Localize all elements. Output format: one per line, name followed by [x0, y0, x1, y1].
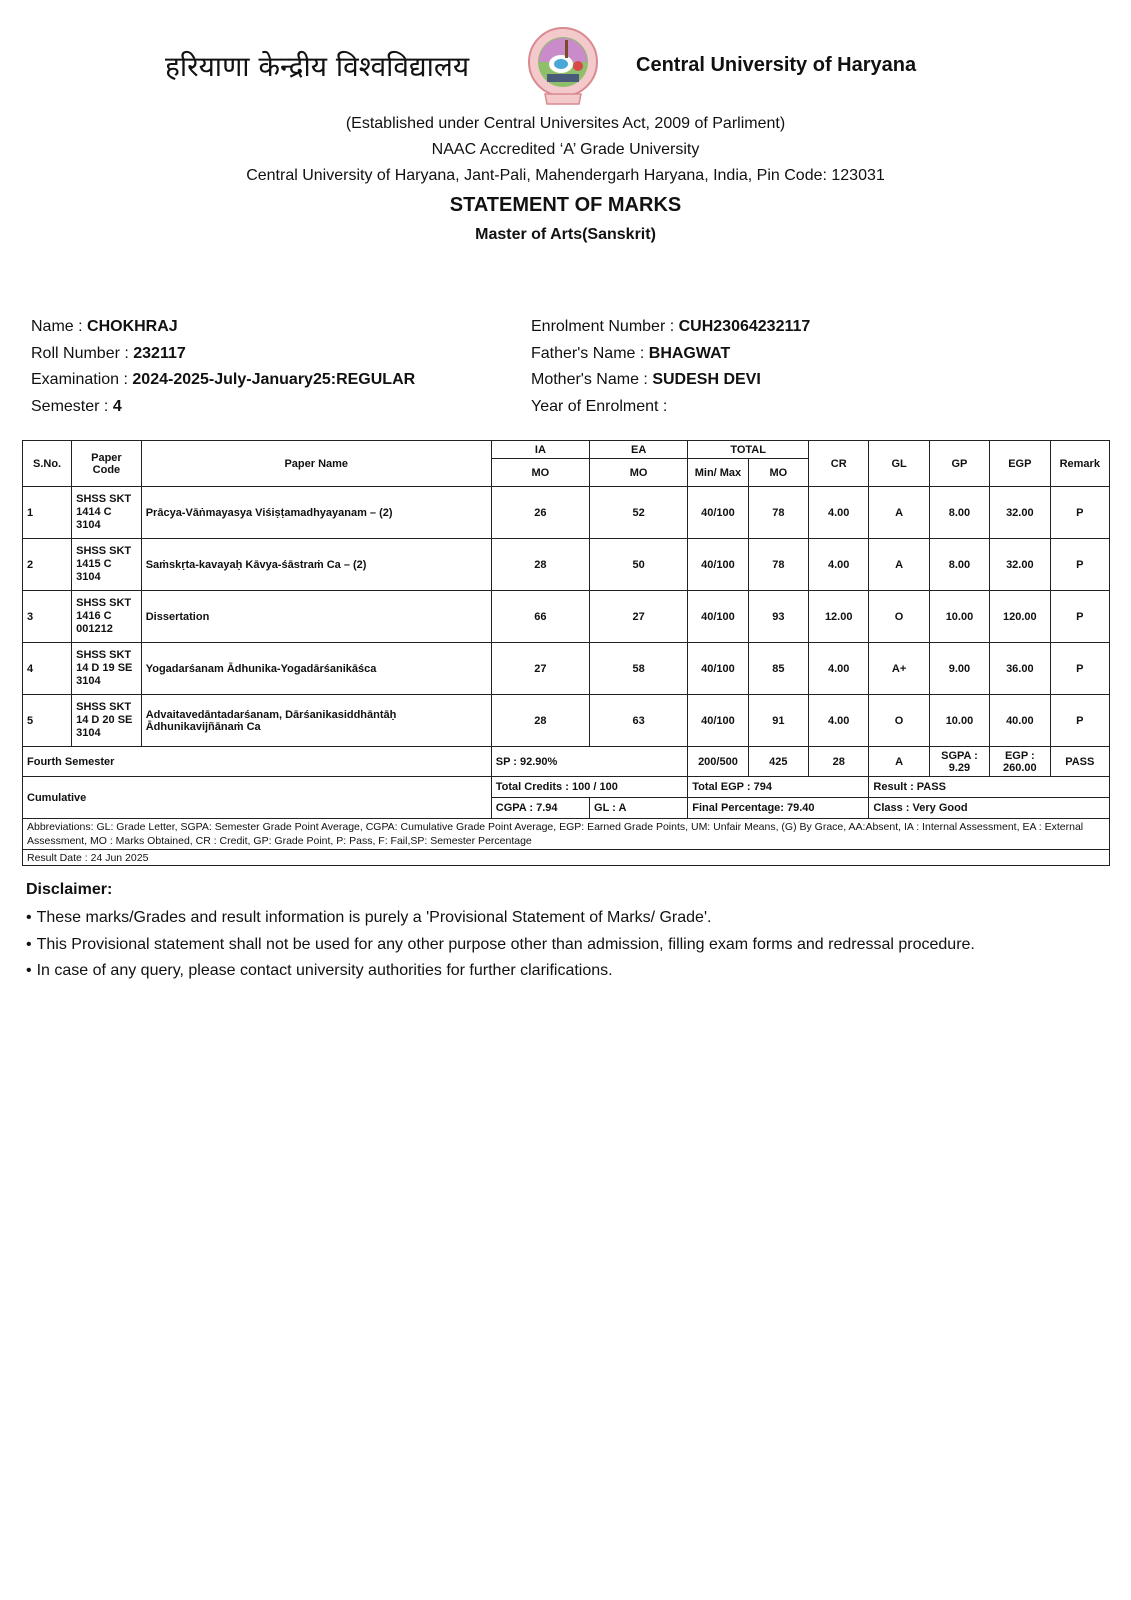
cell-min-max: 40/100 — [688, 591, 748, 643]
cell-gl: O — [869, 695, 929, 747]
marks-table — [22, 440, 1110, 866]
accreditation-note: NAAC Accredited ‘A’ Grade University — [431, 141, 700, 158]
disclaimer-item: • In case of any query, please contact university authorities for further clarifications. — [26, 958, 975, 985]
cell-min-max: 40/100 — [688, 695, 748, 747]
total-credits: Total Credits : 100 / 100 — [491, 777, 688, 798]
semester-total-mo: 425 — [748, 747, 808, 777]
header-row — [23, 441, 1110, 459]
cell-gp: 8.00 — [929, 539, 989, 591]
roll-number: 232117 — [133, 344, 186, 362]
col-paper-code: Paper Code — [72, 441, 142, 487]
student-name-field — [31, 314, 415, 341]
cell-cr: 4.00 — [809, 487, 869, 539]
cell-cr: 4.00 — [809, 539, 869, 591]
hindi-university-name: हरियाणा केन्द्रीय विश्वविद्यालय — [165, 50, 470, 83]
class-division: Class : Very Good — [869, 798, 1110, 819]
cell-paper-name: Saṁskṛta-kavayaḥ Kāvya-śāstraṁ Ca – (2) — [141, 539, 491, 591]
mother-name-field — [531, 367, 810, 394]
student-name: CHOKHRAJ — [87, 318, 178, 335]
col-total: TOTAL — [688, 441, 809, 459]
student-info-left — [31, 314, 415, 420]
cell-ea: 52 — [590, 487, 688, 539]
semester-egp: EGP : 260.00 — [990, 747, 1050, 777]
cumulative-row-1 — [23, 777, 1110, 798]
result-status: Result : PASS — [869, 777, 1110, 798]
cell-remark: P — [1050, 643, 1109, 695]
semester-grade: A — [869, 747, 929, 777]
cell-sno: 5 — [23, 695, 72, 747]
abbreviations-text: Abbreviations: GL: Grade Letter, SGPA: Semester Grade Point Average, CGPA: Cumulative Grade Point Average, EGP: Earned Grade Points, UM: Unfair Means, (G) By Grace, AA:Absent, IA : Internal Assessment, EA : External Assessment, MO : Marks Obtained, CR : Credit, GP: Grade Point, P: Pass, F: Fail,SP: Semester Percentage — [23, 819, 1110, 850]
cell-ea: 27 — [590, 591, 688, 643]
cell-gp: 10.00 — [929, 695, 989, 747]
cell-mo: 85 — [748, 643, 808, 695]
disclaimer-list — [26, 905, 975, 985]
semester-label: Fourth Semester — [23, 747, 492, 777]
semester-percentage: SP : 92.90% — [491, 747, 688, 777]
semester-credits: 28 — [809, 747, 869, 777]
cell-min-max: 40/100 — [688, 487, 748, 539]
table-row — [23, 539, 1110, 591]
establishment-note: (Established under Central Universites Act, 2009 of Parliment) — [345, 115, 786, 132]
semester-min-max: 200/500 — [688, 747, 748, 777]
student-info-right — [531, 314, 810, 420]
father-name-field — [531, 341, 810, 368]
cell-sno: 2 — [23, 539, 72, 591]
total-egp: Total EGP : 794 — [688, 777, 869, 798]
cell-ea: 58 — [590, 643, 688, 695]
cell-min-max: 40/100 — [688, 539, 748, 591]
cell-egp: 32.00 — [990, 539, 1050, 591]
semester-remark: PASS — [1050, 747, 1109, 777]
cell-paper-code: SHSS SKT 1414 C 3104 — [72, 487, 142, 539]
semester-sgpa: SGPA : 9.29 — [929, 747, 989, 777]
english-university-name: Central University of Haryana — [636, 54, 917, 76]
cumulative-grade: GL : A — [590, 798, 688, 819]
col-ia-mo: MO — [491, 459, 589, 487]
col-egp: EGP — [990, 441, 1050, 487]
university-address: Central University of Haryana, Jant-Pali, Mahendergarh Haryana, India, Pin Code: 123031 — [246, 167, 885, 184]
col-gl: GL — [869, 441, 929, 487]
label: Mother's Name : — [531, 371, 653, 388]
cell-gl: A — [869, 487, 929, 539]
cell-egp: 40.00 — [990, 695, 1050, 747]
cell-ea: 50 — [590, 539, 688, 591]
year-of-enrolment-field — [531, 394, 810, 421]
table-row — [23, 695, 1110, 747]
cell-paper-code: SHSS SKT 14 D 19 SE 3104 — [72, 643, 142, 695]
cell-paper-code: SHSS SKT 14 D 20 SE 3104 — [72, 695, 142, 747]
examination: 2024-2025-July-January25:REGULAR — [132, 371, 416, 388]
cumulative-label: Cumulative — [23, 777, 492, 819]
cell-egp: 36.00 — [990, 643, 1050, 695]
col-ea: EA — [590, 441, 688, 459]
cell-sno: 1 — [23, 487, 72, 539]
cell-ia: 66 — [491, 591, 589, 643]
cell-paper-name: Advaitavedāntadarśanam, Dārśanikasiddhāntāḥ Ādhunikavijñānaṁ Ca — [141, 695, 491, 747]
disclaimer-section — [26, 881, 975, 985]
col-ea-mo: MO — [590, 459, 688, 487]
cell-gp: 9.00 — [929, 643, 989, 695]
cell-cr: 4.00 — [809, 643, 869, 695]
document-title: STATEMENT OF MARKS — [449, 194, 682, 216]
table-row — [23, 487, 1110, 539]
roll-number-field — [31, 341, 415, 368]
semester: 4 — [112, 397, 122, 415]
col-min-max: Min/ Max — [688, 459, 748, 487]
cell-paper-name: Dissertation — [141, 591, 491, 643]
cell-ia: 27 — [491, 643, 589, 695]
cell-egp: 120.00 — [990, 591, 1050, 643]
cell-ia: 26 — [491, 487, 589, 539]
table-row — [23, 591, 1110, 643]
col-total-mo: MO — [748, 459, 808, 487]
cell-gl: O — [869, 591, 929, 643]
semester-summary-row — [23, 747, 1110, 777]
cell-remark: P — [1050, 487, 1109, 539]
cell-sno: 3 — [23, 591, 72, 643]
university-emblem-icon — [525, 26, 601, 108]
enrolment-number-field — [531, 314, 810, 341]
cell-cr: 12.00 — [809, 591, 869, 643]
cell-mo: 91 — [748, 695, 808, 747]
cell-remark: P — [1050, 591, 1109, 643]
label: Enrolment Number : — [531, 318, 679, 335]
label: Father's Name : — [531, 344, 649, 362]
semester-field — [31, 394, 415, 421]
cell-cr: 4.00 — [809, 695, 869, 747]
cell-min-max: 40/100 — [688, 643, 748, 695]
cell-remark: P — [1050, 695, 1109, 747]
cell-ia: 28 — [491, 539, 589, 591]
cell-gp: 10.00 — [929, 591, 989, 643]
mother-name: SUDESH DEVI — [652, 371, 761, 388]
col-gp: GP — [929, 441, 989, 487]
disclaimer-item: • These marks/Grades and result information is purely a 'Provisional Statement of Marks/ Grade'. — [26, 905, 975, 932]
final-percentage: Final Percentage: 79.40 — [688, 798, 869, 819]
cell-paper-code: SHSS SKT 1415 C 3104 — [72, 539, 142, 591]
disclaimer-title: Disclaimer: — [26, 881, 113, 898]
cgpa: CGPA : 7.94 — [491, 798, 589, 819]
label: Year of Enrolment : — [531, 397, 668, 415]
cell-sno: 4 — [23, 643, 72, 695]
examination-field — [31, 367, 415, 394]
col-cr: CR — [809, 441, 869, 487]
cell-mo: 93 — [748, 591, 808, 643]
cell-mo: 78 — [748, 539, 808, 591]
enrolment-number: CUH23064232117 — [678, 318, 811, 335]
cell-paper-name: Yogadarśanam Ādhunika-Yogadārśanikāśca — [141, 643, 491, 695]
cell-ea: 63 — [590, 695, 688, 747]
col-ia: IA — [491, 441, 589, 459]
col-paper-name: Paper Name — [141, 441, 491, 487]
cell-ia: 28 — [491, 695, 589, 747]
disclaimer-item: • This Provisional statement shall not be used for any other purpose other than admission, filling exam forms and redressal procedure. — [26, 932, 975, 959]
cell-gp: 8.00 — [929, 487, 989, 539]
cell-mo: 78 — [748, 487, 808, 539]
document-header — [0, 22, 1131, 112]
cell-egp: 32.00 — [990, 487, 1050, 539]
cell-remark: P — [1050, 539, 1109, 591]
cell-gl: A — [869, 539, 929, 591]
label: Examination : — [31, 371, 133, 388]
col-sno: S.No. — [23, 441, 72, 487]
cell-gl: A+ — [869, 643, 929, 695]
result-date-row — [23, 850, 1110, 866]
father-name: BHAGWAT — [648, 344, 731, 362]
label: Semester : — [31, 397, 113, 415]
programme-name: Master of Arts(Sanskrit) — [475, 226, 656, 243]
label: Name : — [31, 318, 88, 335]
result-date: Result Date : 24 Jun 2025 — [23, 850, 1110, 866]
table-row — [23, 643, 1110, 695]
label: Roll Number : — [31, 344, 134, 362]
cell-paper-code: SHSS SKT 1416 C 001212 — [72, 591, 142, 643]
col-remark: Remark — [1050, 441, 1109, 487]
cell-paper-name: Prācya-Vāṅmayasya Viśiṣṭamadhyayanam – (2) — [141, 487, 491, 539]
abbreviations-row — [23, 819, 1110, 850]
